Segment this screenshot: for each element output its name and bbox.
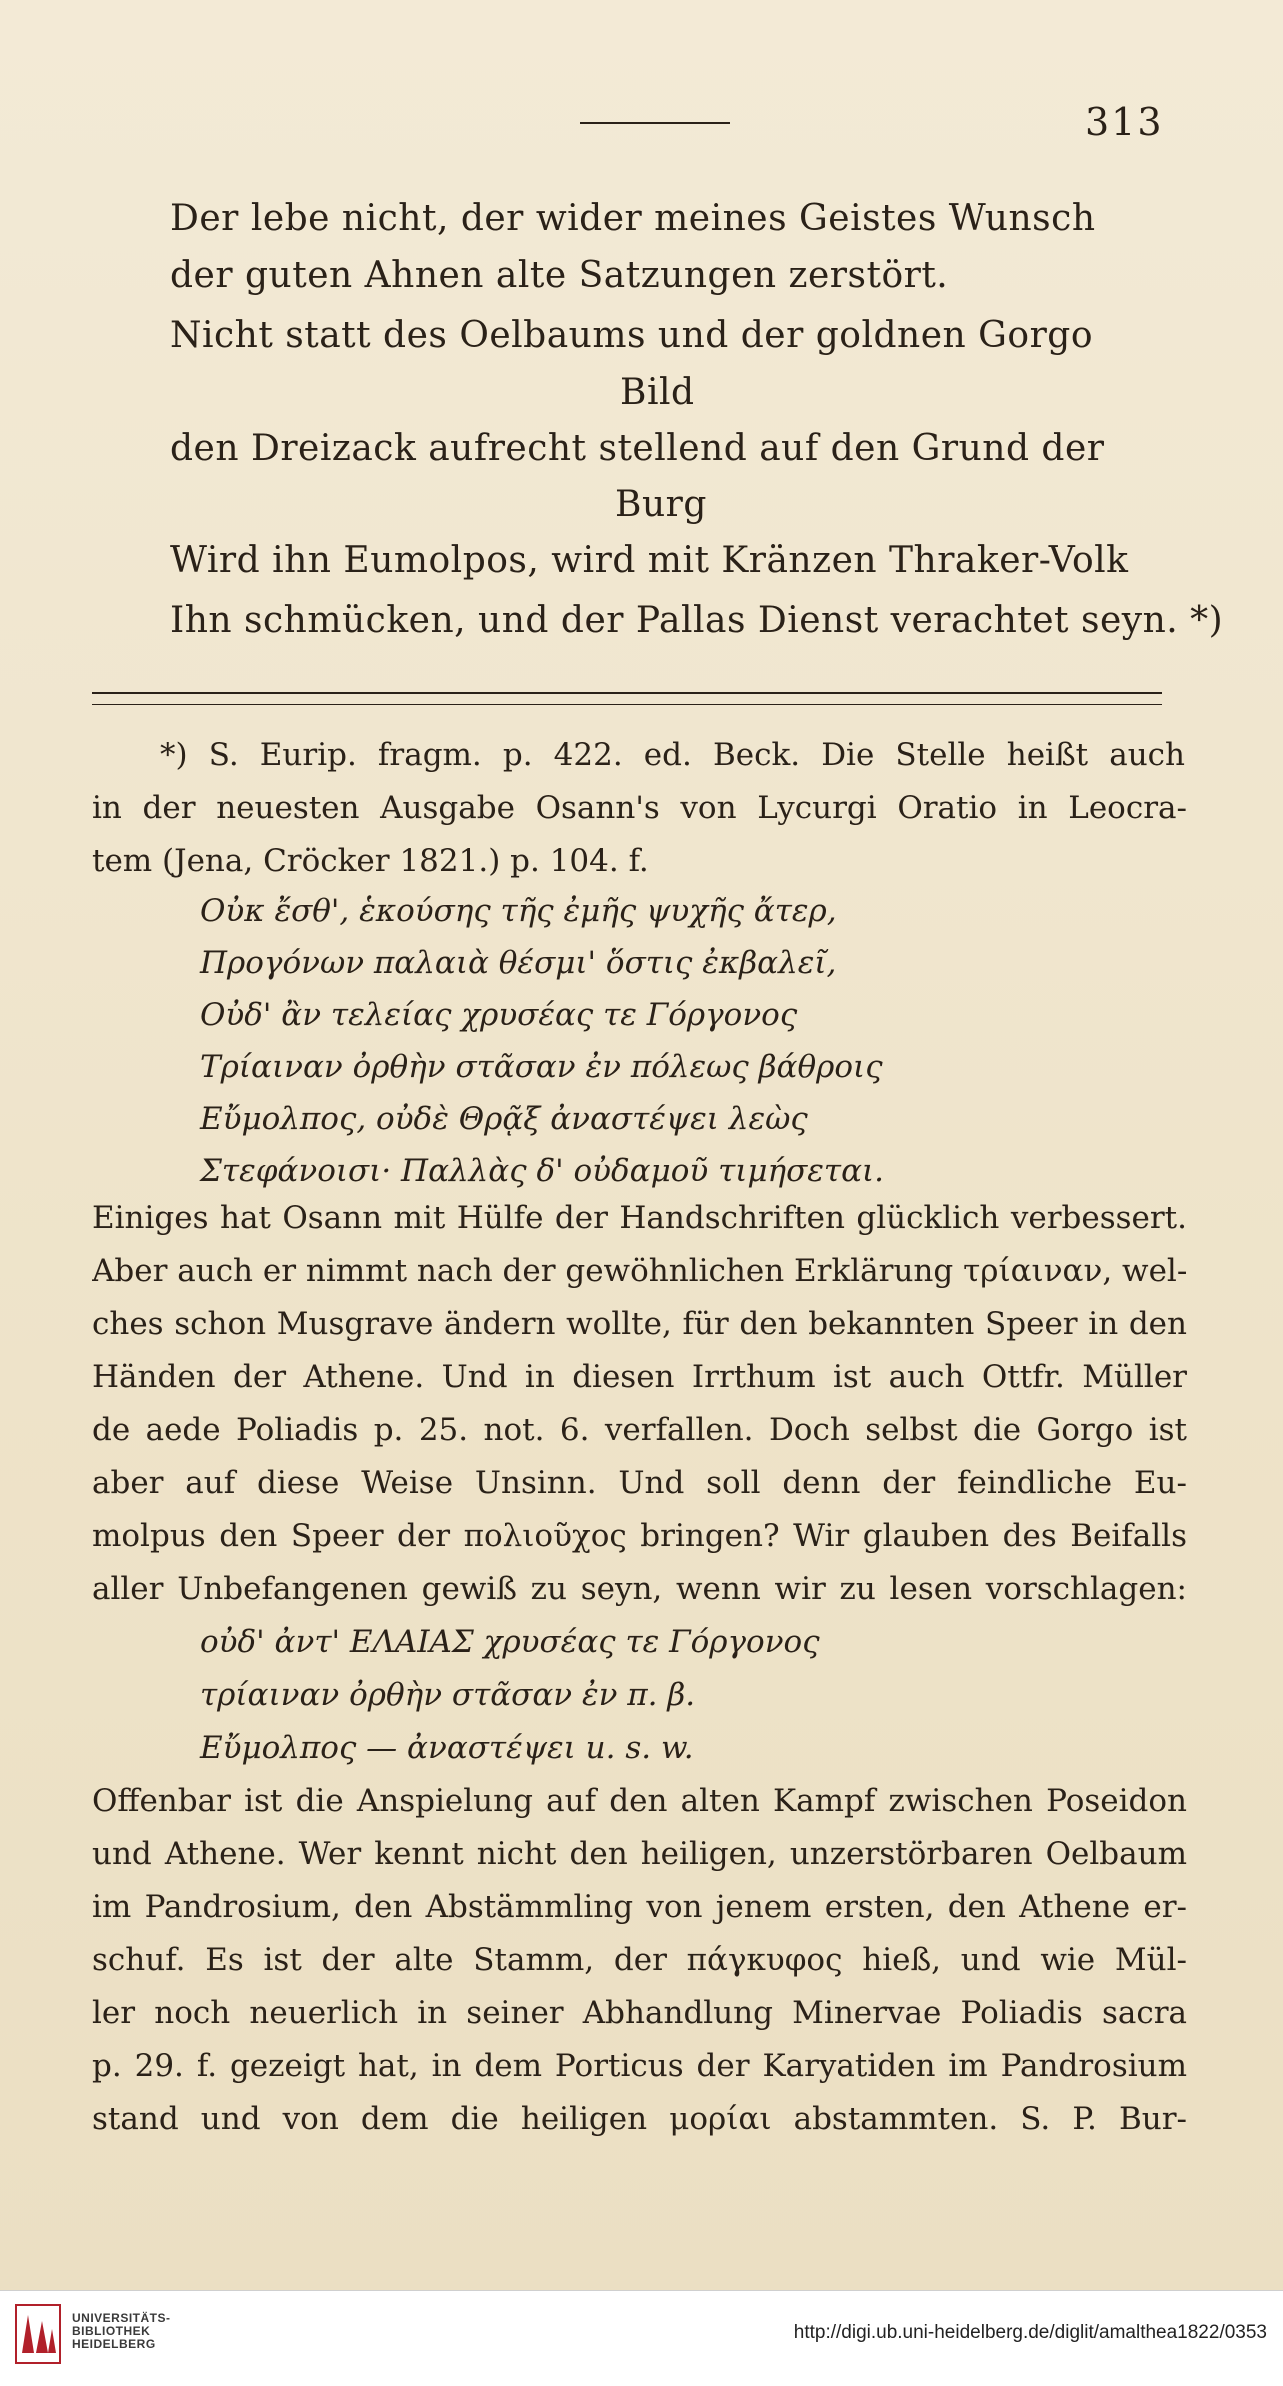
footnote-line: *) S. Eurip. fragm. p. 422. ed. Beck. Die Stelle heißt auch (160, 737, 1185, 773)
commentary-line: aller Unbefangenen gewiß zu seyn, wenn wir zu lesen vorschlagen: (92, 1571, 1187, 1607)
commentary-line: molpus den Speer der πολιοῦχος bringen? Wir glauben des Beifalls (92, 1518, 1187, 1554)
commentary-line: und Athene. Wer kennt nicht den heiligen, unzerstörbaren Oelbaum (92, 1836, 1187, 1872)
header-rule (580, 122, 730, 124)
verse-line: der guten Ahnen alte Satzungen zerstört. (170, 255, 949, 296)
page-number: 313 (1085, 100, 1164, 144)
commentary-line: ches schon Musgrave ändern wollte, für den bekannten Speer in den (92, 1306, 1187, 1342)
library-name-line: HEIDELBERG (72, 2337, 156, 2351)
library-name-line: BIBLIOTHEK (72, 2324, 151, 2338)
greek-quote-line: Εὔμολπος, οὐδὲ Θρᾷξ ἀναστέψει λεὼς (200, 1101, 808, 1137)
commentary-line: schuf. Es ist der alte Stamm, der πάγκυφος hieß, und wie Mül- (92, 1942, 1187, 1978)
source-url-link[interactable]: http://digi.ub.uni-heidelberg.de/diglit/amalthea1822/0353 (793, 2322, 1267, 2343)
library-name (72, 2312, 171, 2351)
verse-line: Burg (615, 484, 707, 525)
greek-proposal-line: Εὔμολπος — ἀναστέψει u. s. w. (200, 1730, 694, 1766)
commentary-line: Einiges hat Osann mit Hülfe der Handschriften glücklich verbessert. (92, 1200, 1187, 1236)
verse-line: Der lebe nicht, der wider meines Geistes Wunsch (170, 198, 1096, 239)
greek-quote-line: Οὐδ' ἂν τελείας χρυσέας τε Γόργονος (200, 997, 798, 1033)
footnote-line: tem (Jena, Cröcker 1821.) p. 104. f. (92, 843, 649, 879)
greek-quote-line: Τρίαιναν ὀρθὴν στᾶσαν ἐν πόλεως βάθροις (200, 1049, 883, 1085)
verse-line: Nicht statt des Oelbaums und der goldnen Gorgo (170, 315, 1094, 356)
commentary-line: ler noch neuerlich in seiner Abhandlung Minervae Poliadis sacra (92, 1995, 1187, 2031)
greek-quote-line: Οὐκ ἔσθ', ἑκούσης τῆς ἐμῆς ψυχῆς ἄτερ, (200, 893, 837, 929)
commentary-line: p. 29. f. gezeigt hat, in dem Porticus der Karyatiden im Pandrosium (92, 2048, 1187, 2084)
commentary-line: de aede Poliadis p. 25. not. 6. verfallen. Doch selbst die Gorgo ist (92, 1412, 1187, 1448)
greek-quote-line: Στεφάνοισι· Παλλὰς δ' οὐδαμοῦ τιμήσεται. (200, 1153, 885, 1189)
commentary-line: Offenbar ist die Anspielung auf den alten Kampf zwischen Poseidon (92, 1783, 1187, 1819)
verse-line: den Dreizack aufrecht stellend auf den Grund der (170, 428, 1105, 469)
university-logo-icon (14, 2303, 62, 2365)
greek-quote-line: Προγόνων παλαιὰ θέσμι' ὅστις ἐκβαλεῖ, (200, 945, 837, 981)
commentary-line: aber auf diese Weise Unsinn. Und soll denn der feindliche Eu- (92, 1465, 1187, 1501)
commentary-line: im Pandrosium, den Abstämmling von jenem ersten, den Athene er- (92, 1889, 1187, 1925)
section-divider (92, 692, 1162, 705)
commentary-line: Händen der Athene. Und in diesen Irrthum ist auch Ottfr. Müller (92, 1359, 1187, 1395)
commentary-line: Aber auch er nimmt nach der gewöhnlichen Erklärung τρίαιναν, wel- (92, 1253, 1187, 1289)
greek-proposal-line: τρίαιναν ὀρθὴν στᾶσαν ἐν π. β. (200, 1677, 696, 1713)
verse-line: Wird ihn Eumolpos, wird mit Kränzen Thraker-Volk (170, 540, 1129, 581)
footnote-line: in der neuesten Ausgabe Osann's von Lycurgi Oratio in Leocra- (92, 790, 1187, 826)
verse-line: Ihn schmücken, und der Pallas Dienst verachtet seyn. *) (170, 600, 1224, 641)
commentary-line: stand und von dem die heiligen μορίαι abstammten. S. P. Bur- (92, 2101, 1187, 2137)
library-name-line: UNIVERSITÄTS- (72, 2311, 171, 2325)
verse-line: Bild (620, 372, 695, 413)
greek-proposal-line: οὐδ' ἀντ' ΕΛΑΙΑΣ χρυσέας τε Γόργονος (200, 1624, 820, 1660)
